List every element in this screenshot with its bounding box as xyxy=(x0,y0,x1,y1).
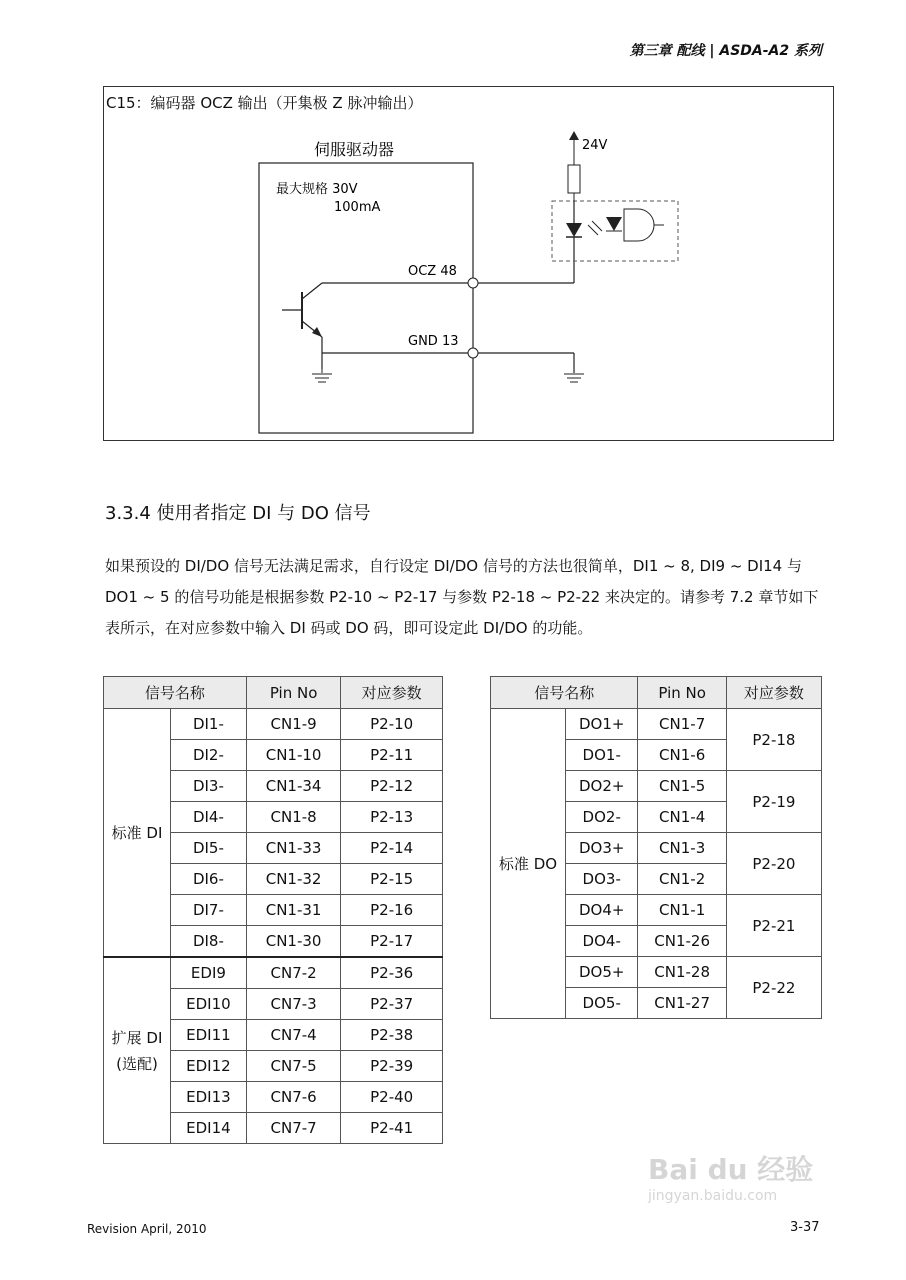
do-cell: CN1-2 xyxy=(638,864,726,895)
di-cell: CN7-4 xyxy=(246,1020,341,1051)
di-cell: P2-41 xyxy=(341,1113,443,1144)
do-table xyxy=(490,676,822,1019)
di-cell: DI8- xyxy=(171,926,247,958)
do-cell: CN1-7 xyxy=(638,709,726,740)
ocz-pin-label: OCZ 48 xyxy=(408,264,457,279)
do-cell: CN1-5 xyxy=(638,771,726,802)
gnd-pin-label: GND 13 xyxy=(408,334,459,349)
di-cell: CN1-34 xyxy=(246,771,341,802)
do-cell: DO5+ xyxy=(566,957,638,988)
revision-note: Revision April, 2010 xyxy=(87,1222,207,1236)
di-cell: P2-10 xyxy=(341,709,443,740)
di-cell: P2-15 xyxy=(341,864,443,895)
di-cell: DI3- xyxy=(171,771,247,802)
di-cell: EDI9 xyxy=(171,957,247,989)
di-cell: CN1-33 xyxy=(246,833,341,864)
do-cell: CN1-4 xyxy=(638,802,726,833)
di-cell: CN7-2 xyxy=(246,957,341,989)
circuit-caption: C15：编码器 OCZ 输出（开集极 Z 脉冲输出） xyxy=(106,94,423,112)
di-cell: CN7-7 xyxy=(246,1113,341,1144)
do-group-label: 标准 DO xyxy=(491,709,566,1019)
di-cell: P2-16 xyxy=(341,895,443,926)
di-cell: EDI14 xyxy=(171,1113,247,1144)
do-param-cell: P2-20 xyxy=(726,833,821,895)
di-cell: P2-13 xyxy=(341,802,443,833)
do-cell: DO1+ xyxy=(566,709,638,740)
di-header-cell: 信号名称 xyxy=(104,677,247,709)
watermark-url: jingyan.baidu.com xyxy=(648,1188,778,1204)
di-cell: P2-38 xyxy=(341,1020,443,1051)
di-group-label: 标准 DI xyxy=(104,709,171,958)
do-cell: DO4+ xyxy=(566,895,638,926)
di-cell: P2-14 xyxy=(341,833,443,864)
do-cell: DO1- xyxy=(566,740,638,771)
di-cell: EDI12 xyxy=(171,1051,247,1082)
do-cell: CN1-1 xyxy=(638,895,726,926)
di-cell: CN1-31 xyxy=(246,895,341,926)
do-cell: DO2+ xyxy=(566,771,638,802)
di-header-cell: Pin No xyxy=(246,677,341,709)
di-row xyxy=(104,709,443,740)
di-group-label: 扩展 DI (选配) xyxy=(104,957,171,1144)
di-cell: CN7-3 xyxy=(246,989,341,1020)
page-number: 3-37 xyxy=(790,1220,820,1235)
watermark-brand: Bai du 经验 xyxy=(648,1153,814,1186)
gnd-terminal xyxy=(468,348,478,358)
di-cell: DI1- xyxy=(171,709,247,740)
di-cell: DI5- xyxy=(171,833,247,864)
page-header: 第三章 配线 | ASDA-A2 系列 xyxy=(629,43,822,59)
di-cell: P2-36 xyxy=(341,957,443,989)
di-cell: CN1-8 xyxy=(246,802,341,833)
di-header-cell: 对应参数 xyxy=(341,677,443,709)
di-cell: CN1-30 xyxy=(246,926,341,958)
di-cell: DI2- xyxy=(171,740,247,771)
do-cell: DO2- xyxy=(566,802,638,833)
do-cell: DO5- xyxy=(566,988,638,1019)
do-cell: DO3- xyxy=(566,864,638,895)
di-cell: CN1-10 xyxy=(246,740,341,771)
ocz-terminal xyxy=(468,278,478,288)
do-row xyxy=(491,709,822,740)
intro-paragraph: 如果预设的 DI/DO 信号无法满足需求，自行设定 DI/DO 信号的方法也很简单，DI1 ~ 8, DI9 ~ DI14 与 DO1 ~ 5 的信号功能是根据参数 P2-10 ~ P2-17 与参数 P2-18 ~ P2-22 来决定的。请参考 7.2 章节如下表所示，在对应参数中输入 DI 码或 DO 码，即可设定此 DI/DO 的功能。 xyxy=(105,557,819,637)
do-cell: CN1-28 xyxy=(638,957,726,988)
di-cell: CN1-9 xyxy=(246,709,341,740)
di-cell: P2-37 xyxy=(341,989,443,1020)
di-cell: DI6- xyxy=(171,864,247,895)
do-cell: DO3+ xyxy=(566,833,638,864)
max-spec-current: 100mA xyxy=(334,200,381,215)
do-header-cell: 对应参数 xyxy=(726,677,821,709)
do-cell: CN1-27 xyxy=(638,988,726,1019)
di-table xyxy=(103,676,443,1144)
di-cell: P2-17 xyxy=(341,926,443,958)
di-cell: P2-11 xyxy=(341,740,443,771)
circuit-drawing xyxy=(104,87,835,442)
di-cell: EDI10 xyxy=(171,989,247,1020)
di-cell: CN1-32 xyxy=(246,864,341,895)
di-header-row xyxy=(104,677,443,709)
di-cell: EDI13 xyxy=(171,1082,247,1113)
do-header-cell: 信号名称 xyxy=(491,677,638,709)
supply-label: 24V xyxy=(582,138,608,153)
di-cell: DI7- xyxy=(171,895,247,926)
di-row xyxy=(104,957,443,989)
di-cell: P2-12 xyxy=(341,771,443,802)
do-param-cell: P2-22 xyxy=(726,957,821,1019)
max-spec-voltage: 最大规格 30V xyxy=(276,182,358,197)
do-cell: CN1-26 xyxy=(638,926,726,957)
do-header-cell: Pin No xyxy=(638,677,726,709)
di-cell: P2-40 xyxy=(341,1082,443,1113)
driver-title: 伺服驱动器 xyxy=(314,140,395,159)
do-cell: DO4- xyxy=(566,926,638,957)
resistor xyxy=(568,165,580,193)
do-param-cell: P2-18 xyxy=(726,709,821,771)
di-cell: DI4- xyxy=(171,802,247,833)
di-cell: CN7-6 xyxy=(246,1082,341,1113)
do-param-cell: P2-21 xyxy=(726,895,821,957)
di-cell: EDI11 xyxy=(171,1020,247,1051)
do-header-row xyxy=(491,677,822,709)
do-cell: CN1-6 xyxy=(638,740,726,771)
do-param-cell: P2-19 xyxy=(726,771,821,833)
di-cell: P2-39 xyxy=(341,1051,443,1082)
do-cell: CN1-3 xyxy=(638,833,726,864)
di-cell: CN7-5 xyxy=(246,1051,341,1082)
section-heading: 3.3.4 使用者指定 DI 与 DO 信号 xyxy=(105,503,371,524)
baidu-watermark xyxy=(648,1148,858,1248)
circuit-diagram xyxy=(103,86,834,441)
